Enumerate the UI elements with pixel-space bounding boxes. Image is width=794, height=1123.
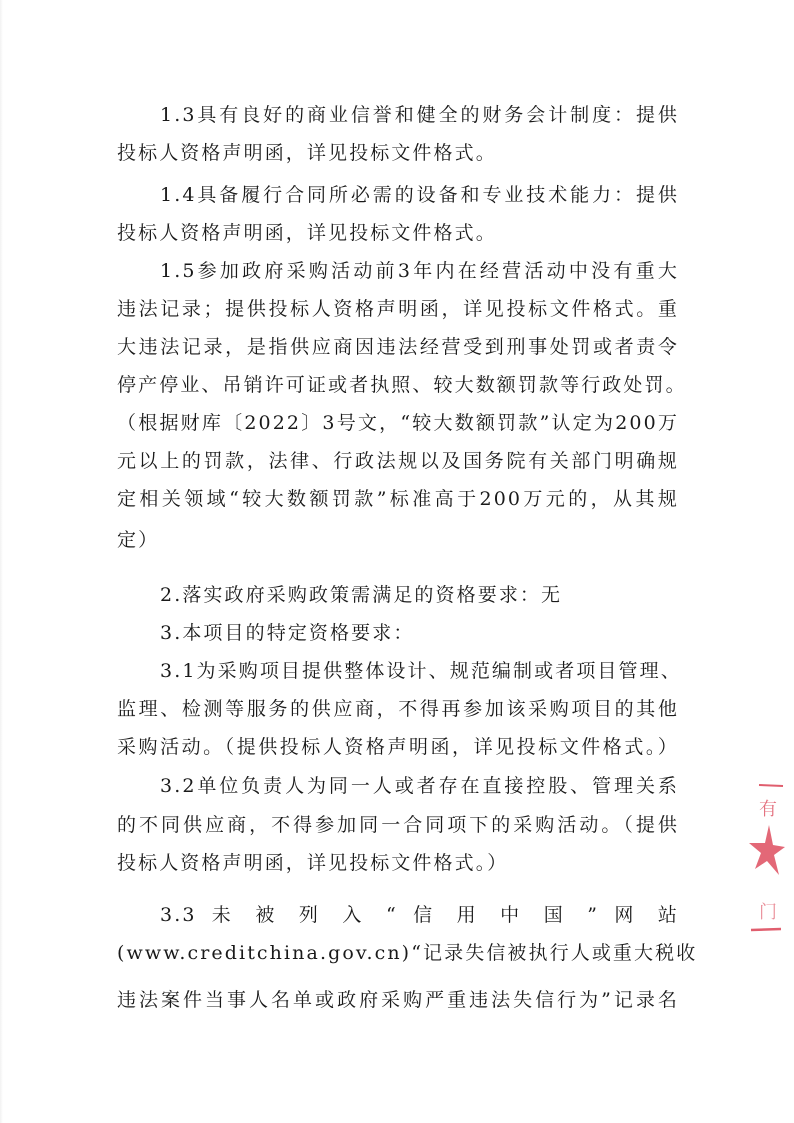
text-line: 违法案件当事人名单或政府采购严重违法失信行为”记录名: [117, 989, 679, 1011]
text-line: 投标人资格声明函，详见投标文件格式。: [117, 222, 497, 244]
text-line: 投标人资格声明函，详见投标文件格式。: [117, 142, 497, 164]
page-edge: [0, 0, 3, 1123]
text-line: （根据财库〔2022〕3号文，“较大数额罚款”认定为200万: [117, 412, 679, 434]
text-line: 停产停业、吊销许可证或者执照、较大数额罚款等行政处罚。: [117, 374, 687, 396]
text-line: 3.2单位负责人为同一人或者存在直接控股、管理关系: [160, 775, 679, 797]
text-line: 1.3具有良好的商业信誉和健全的财务会计制度：提供: [160, 104, 679, 126]
text-line: 3.1为采购项目提供整体设计、规范编制或者项目管理、: [160, 660, 682, 682]
seal-star-icon: [745, 783, 785, 933]
text-line: 3.本项目的特定资格要求：: [160, 622, 415, 644]
text-line: 1.5参加政府采购活动前3年内在经营活动中没有重大: [160, 260, 679, 282]
text-line: 采购活动。（提供投标人资格声明函，详见投标文件格式。）: [117, 736, 679, 758]
seal-stamp: [745, 783, 785, 933]
text-line: 2.落实政府采购政策需满足的资格要求：无: [160, 584, 563, 606]
seal-char-top: 有: [759, 799, 777, 820]
seal-char-bottom: 门: [759, 902, 777, 923]
text-line: 的不同供应商，不得参加同一合同项下的采购活动。（提供: [117, 814, 679, 836]
text-line: 1.4具备履行合同所必需的设备和专业技术能力：提供: [160, 184, 679, 206]
text-line: 投标人资格声明函，详见投标文件格式。）: [117, 852, 509, 874]
text-line: 3.3 未 被 列 入 “ 信 用 中 国 ” 网 站: [160, 904, 679, 926]
text-line: 大违法记录，是指供应商因违法经营受到刑事处罚或者责令: [117, 336, 679, 358]
text-line: 违法记录；提供投标人资格声明函，详见投标文件格式。重: [117, 298, 679, 320]
text-line: 元以上的罚款，法律、行政法规以及国务院有关部门明确规: [117, 450, 679, 472]
text-line: (www.creditchina.gov.cn)“记录失信被执行人或重大税收: [117, 942, 698, 964]
text-line: 定）: [117, 529, 160, 551]
text-line: 定相关领域“较大数额罚款”标准高于200万元的，从其规: [117, 488, 679, 510]
text-line: 监理、检测等服务的供应商，不得再参加该采购项目的其他: [117, 698, 679, 720]
